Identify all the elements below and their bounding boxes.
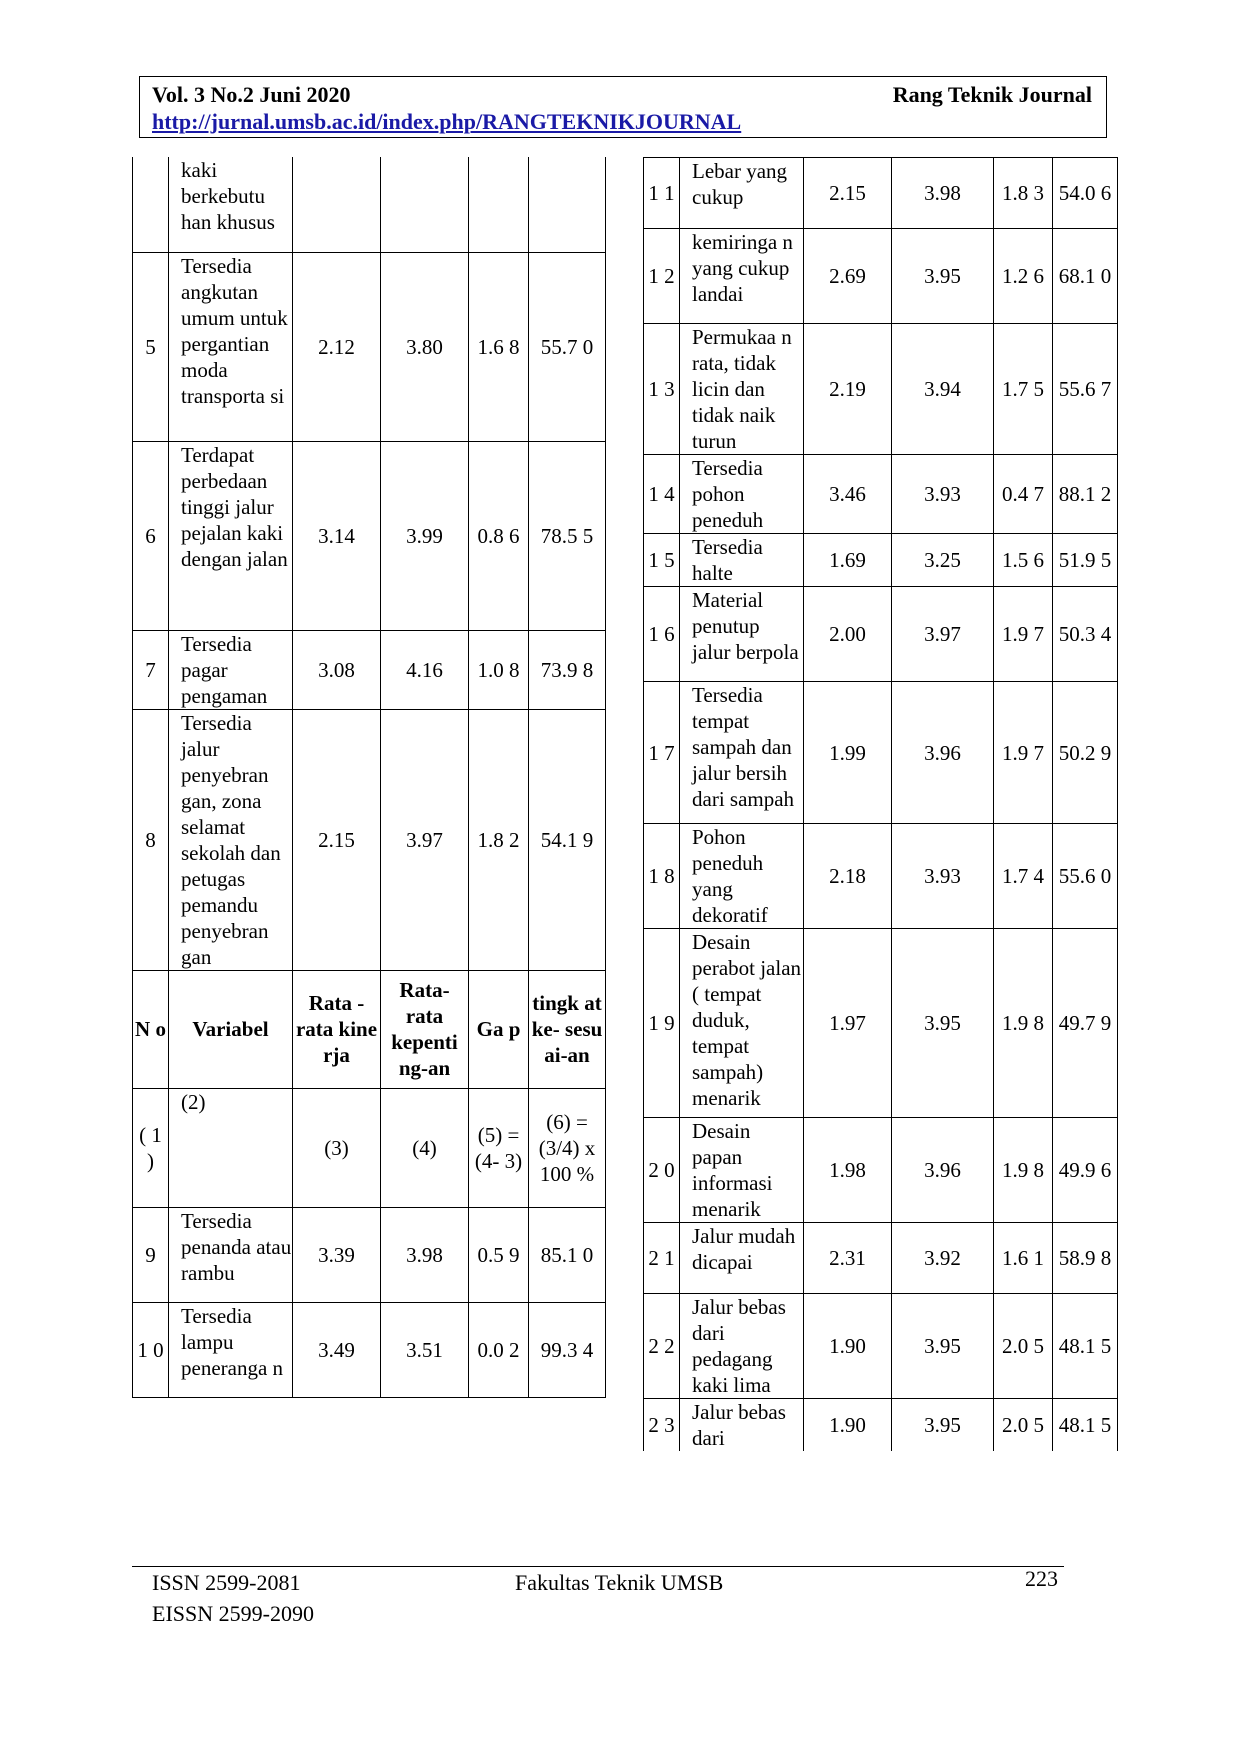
- performance-mean: 2.15: [293, 709, 381, 970]
- importance-mean: 3.99: [381, 441, 469, 630]
- conformity-level: 99.3 4: [529, 1302, 606, 1397]
- performance-mean: 2.12: [293, 252, 381, 441]
- performance-mean: 1.98: [804, 1118, 892, 1223]
- row-number: ( 1 ): [133, 1088, 169, 1207]
- variable-name: Variabel: [169, 970, 293, 1088]
- table-row: [133, 1302, 606, 1397]
- performance-mean: 1.99: [804, 682, 892, 824]
- table-row: [644, 1223, 1118, 1294]
- row-number: 6: [133, 441, 169, 630]
- row-number: [133, 157, 169, 252]
- performance-mean: 3.39: [293, 1207, 381, 1302]
- table-row: [133, 441, 606, 630]
- gap-value: 1.6 1: [994, 1223, 1053, 1294]
- importance-mean: 3.92: [892, 1223, 994, 1294]
- gap-value: 1.9 7: [994, 587, 1053, 682]
- row-number: 1 7: [644, 682, 680, 824]
- table-header-row: [133, 970, 606, 1088]
- performance-mean: 2.69: [804, 229, 892, 324]
- importance-mean: 3.96: [892, 1118, 994, 1223]
- variable-name: Tersedia angkutan umum untuk pergantian moda transporta si: [169, 252, 293, 441]
- performance-mean: 1.69: [804, 534, 892, 587]
- performance-mean: 2.19: [804, 324, 892, 455]
- conformity-level: 58.9 8: [1053, 1223, 1118, 1294]
- conformity-level: 55.6 7: [1053, 324, 1118, 455]
- importance-mean: 3.51: [381, 1302, 469, 1397]
- performance-mean: [293, 157, 381, 252]
- formula-row: [133, 1088, 606, 1207]
- row-number: 2 3: [644, 1399, 680, 1452]
- conformity-level: tingk at ke- sesu ai-an: [529, 970, 606, 1088]
- table-row: [644, 158, 1118, 229]
- table-row: [644, 929, 1118, 1118]
- table-row: [644, 455, 1118, 534]
- performance-mean: 3.14: [293, 441, 381, 630]
- row-number: 2 1: [644, 1223, 680, 1294]
- variable-name: Tersedia pohon peneduh: [680, 455, 804, 534]
- gap-value: 1.9 7: [994, 682, 1053, 824]
- gap-value: Ga p: [469, 970, 529, 1088]
- conformity-level: 49.7 9: [1053, 929, 1118, 1118]
- performance-mean: 2.31: [804, 1223, 892, 1294]
- variable-name: Desain perabot jalan ( tempat duduk, tempat sampah) menarik: [680, 929, 804, 1118]
- row-number: 1 2: [644, 229, 680, 324]
- performance-mean: Rata -rata kine rja: [293, 970, 381, 1088]
- gap-value: 0.5 9: [469, 1207, 529, 1302]
- conformity-level: 85.1 0: [529, 1207, 606, 1302]
- performance-mean: 2.00: [804, 587, 892, 682]
- variable-name: kemiringa n yang cukup landai: [680, 229, 804, 324]
- importance-mean: 3.25: [892, 534, 994, 587]
- variable-name: (2): [169, 1088, 293, 1207]
- gap-value: 2.0 5: [994, 1294, 1053, 1399]
- performance-mean: 3.08: [293, 630, 381, 709]
- importance-mean: 3.95: [892, 229, 994, 324]
- importance-mean: 3.96: [892, 682, 994, 824]
- gap-value: 1.9 8: [994, 929, 1053, 1118]
- row-number: 2 2: [644, 1294, 680, 1399]
- conformity-level: 78.5 5: [529, 441, 606, 630]
- table-row: [133, 252, 606, 441]
- performance-mean: 3.46: [804, 455, 892, 534]
- conformity-level: (6) = (3/4) x 100 %: [529, 1088, 606, 1207]
- importance-mean: 3.80: [381, 252, 469, 441]
- conformity-level: 48.1 5: [1053, 1294, 1118, 1399]
- performance-mean: 1.90: [804, 1399, 892, 1452]
- row-number: 1 4: [644, 455, 680, 534]
- conformity-level: 54.1 9: [529, 709, 606, 970]
- performance-mean: (3): [293, 1088, 381, 1207]
- table-row: [644, 1294, 1118, 1399]
- conformity-level: 49.9 6: [1053, 1118, 1118, 1223]
- gap-value: 1.0 8: [469, 630, 529, 709]
- gap-value: 0.4 7: [994, 455, 1053, 534]
- row-number: 5: [133, 252, 169, 441]
- variable-name: Tersedia lampu peneranga n: [169, 1302, 293, 1397]
- importance-mean: 3.98: [892, 158, 994, 229]
- performance-mean: 3.49: [293, 1302, 381, 1397]
- row-number: 9: [133, 1207, 169, 1302]
- importance-mean: (4): [381, 1088, 469, 1207]
- importance-mean: 3.95: [892, 929, 994, 1118]
- conformity-level: 51.9 5: [1053, 534, 1118, 587]
- gap-value: 0.8 6: [469, 441, 529, 630]
- importance-mean: [381, 157, 469, 252]
- conformity-level: 55.7 0: [529, 252, 606, 441]
- conformity-level: 73.9 8: [529, 630, 606, 709]
- gap-value: 1.7 4: [994, 824, 1053, 929]
- gap-value: 0.0 2: [469, 1302, 529, 1397]
- row-number: N o: [133, 970, 169, 1088]
- performance-mean: 2.15: [804, 158, 892, 229]
- row-number: 1 6: [644, 587, 680, 682]
- row-number: 2 0: [644, 1118, 680, 1223]
- gap-value: 2.0 5: [994, 1399, 1053, 1452]
- table-row: [644, 1399, 1118, 1452]
- footer-faculty: Fakultas Teknik UMSB: [515, 1570, 724, 1595]
- conformity-level: 50.2 9: [1053, 682, 1118, 824]
- conformity-level: 50.3 4: [1053, 587, 1118, 682]
- performance-mean: 1.97: [804, 929, 892, 1118]
- table-row: [644, 824, 1118, 929]
- table-row: [644, 682, 1118, 824]
- importance-mean: 3.93: [892, 824, 994, 929]
- importance-mean: 3.93: [892, 455, 994, 534]
- variable-name: Jalur mudah dicapai: [680, 1223, 804, 1294]
- variable-name: Jalur bebas dari pedagang kaki lima: [680, 1294, 804, 1399]
- conformity-level: 68.1 0: [1053, 229, 1118, 324]
- table-row: [133, 709, 606, 970]
- gap-value: [469, 157, 529, 252]
- variable-name: kaki berkebutu han khusus: [169, 157, 293, 252]
- row-number: 1 1: [644, 158, 680, 229]
- row-number: 1 3: [644, 324, 680, 455]
- importance-mean: 4.16: [381, 630, 469, 709]
- row-number: 1 9: [644, 929, 680, 1118]
- variable-name: Material penutup jalur berpola: [680, 587, 804, 682]
- conformity-level: 48.1 5: [1053, 1399, 1118, 1452]
- footer-eissn: EISSN 2599-2090: [152, 1601, 314, 1626]
- variable-name: Jalur bebas dari: [680, 1399, 804, 1452]
- gap-value: 1.8 2: [469, 709, 529, 970]
- footer-issn: ISSN 2599-2081: [152, 1570, 301, 1595]
- performance-mean: 2.18: [804, 824, 892, 929]
- table-row: [644, 587, 1118, 682]
- performance-mean: 1.90: [804, 1294, 892, 1399]
- importance-mean: 3.94: [892, 324, 994, 455]
- variable-name: Permukaa n rata, tidak licin dan tidak naik turun: [680, 324, 804, 455]
- gap-value: (5) = (4- 3): [469, 1088, 529, 1207]
- volume-info: Vol. 3 No.2 Juni 2020: [152, 82, 351, 107]
- right-results-table: [643, 157, 1118, 1451]
- importance-mean: 3.97: [892, 587, 994, 682]
- journal-name: Rang Teknik Journal: [892, 82, 1092, 107]
- conformity-level: 54.0 6: [1053, 158, 1118, 229]
- variable-name: Tersedia tempat sampah dan jalur bersih dari sampah: [680, 682, 804, 824]
- journal-header: [139, 76, 1107, 138]
- table-row: [644, 1118, 1118, 1223]
- table-row: [644, 534, 1118, 587]
- row-number: 1 5: [644, 534, 680, 587]
- footer-divider: [132, 1566, 1064, 1567]
- table-row: [133, 1207, 606, 1302]
- variable-name: Tersedia halte: [680, 534, 804, 587]
- gap-value: 1.9 8: [994, 1118, 1053, 1223]
- variable-name: Tersedia penanda atau rambu: [169, 1207, 293, 1302]
- row-number: 7: [133, 630, 169, 709]
- variable-name: Desain papan informasi menarik: [680, 1118, 804, 1223]
- variable-name: Lebar yang cukup: [680, 158, 804, 229]
- gap-value: 1.8 3: [994, 158, 1053, 229]
- conformity-level: 55.6 0: [1053, 824, 1118, 929]
- row-number: 1 0: [133, 1302, 169, 1397]
- left-results-table: [132, 157, 606, 1398]
- gap-value: 1.2 6: [994, 229, 1053, 324]
- table-row: [644, 324, 1118, 455]
- row-number: 1 8: [644, 824, 680, 929]
- gap-value: 1.5 6: [994, 534, 1053, 587]
- conformity-level: 88.1 2: [1053, 455, 1118, 534]
- page-number: 223: [1025, 1566, 1058, 1591]
- variable-name: Tersedia pagar pengaman: [169, 630, 293, 709]
- importance-mean: 3.98: [381, 1207, 469, 1302]
- conformity-level: [529, 157, 606, 252]
- importance-mean: 3.95: [892, 1294, 994, 1399]
- gap-value: 1.7 5: [994, 324, 1053, 455]
- table-row: [133, 630, 606, 709]
- importance-mean: Rata- rata kepenti ng-an: [381, 970, 469, 1088]
- variable-name: Terdapat perbedaan tinggi jalur pejalan kaki dengan jalan: [169, 441, 293, 630]
- row-number: 8: [133, 709, 169, 970]
- table-row: [644, 229, 1118, 324]
- importance-mean: 3.97: [381, 709, 469, 970]
- importance-mean: 3.95: [892, 1399, 994, 1452]
- variable-name: Pohon peneduh yang dekoratif: [680, 824, 804, 929]
- gap-value: 1.6 8: [469, 252, 529, 441]
- journal-url-link[interactable]: http://jurnal.umsb.ac.id/index.php/RANGTEKNIKJOURNAL: [152, 109, 742, 134]
- table-row: [133, 157, 606, 252]
- variable-name: Tersedia jalur penyebran gan, zona selamat sekolah dan petugas pemandu penyebran gan: [169, 709, 293, 970]
